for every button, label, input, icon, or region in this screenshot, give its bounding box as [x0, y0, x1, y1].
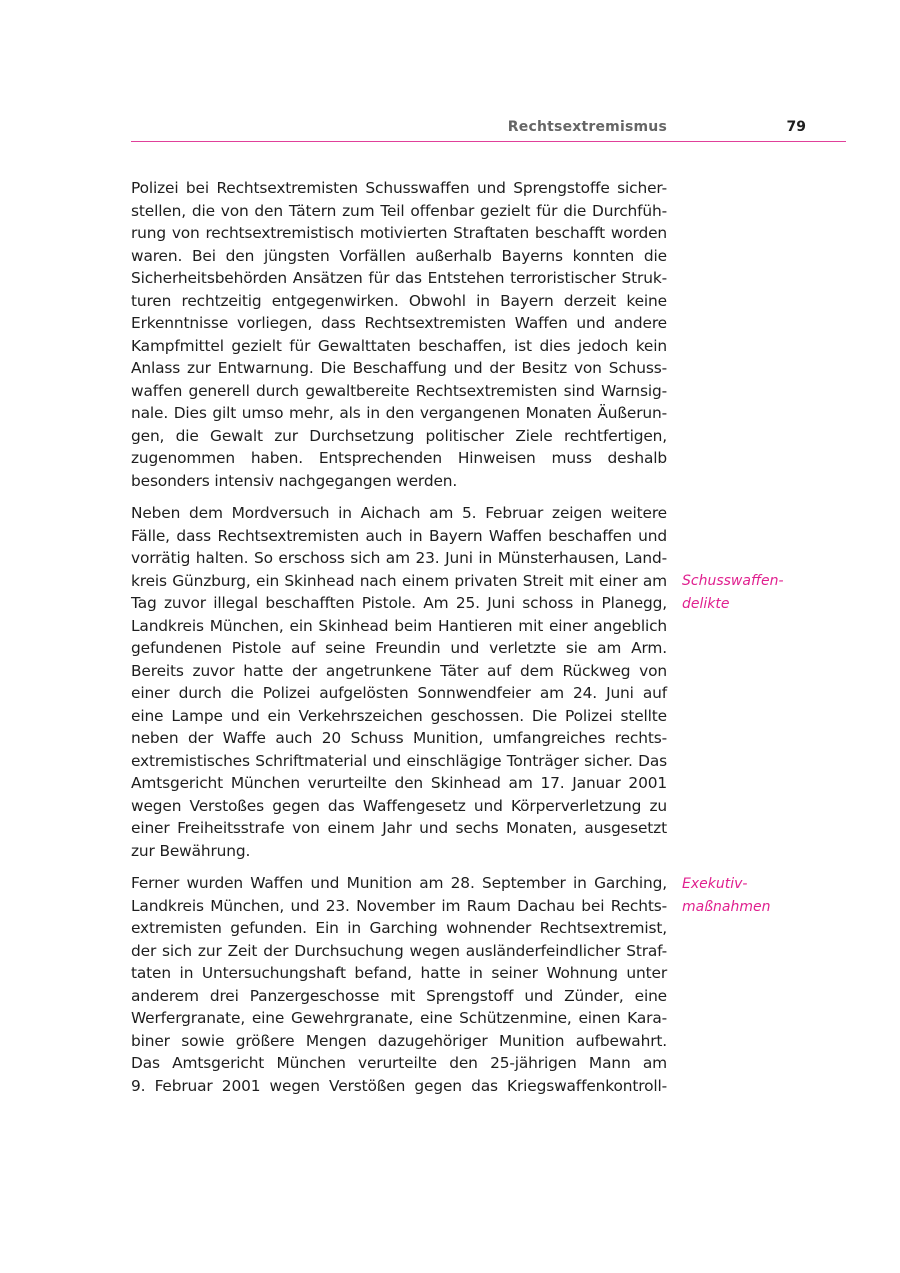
text-line: taten in Untersuchungshaft befand, hatte in seiner Wohnung unter [131, 964, 667, 982]
running-header-title: Rechtsextremismus [507, 119, 667, 135]
running-header [131, 117, 846, 142]
text-line: rung von rechtsextremistisch motivierten Straftaten beschafft worden [131, 224, 667, 242]
page-number: 79 [786, 119, 806, 135]
text-line: Landkreis München, ein Skinhead beim Hantieren mit einer angeblich [131, 616, 667, 635]
text-line: biner sowie größere Mengen dazugehöriger Munition aufbewahrt. [131, 1031, 667, 1050]
text-line: Landkreis München, und 23. November im Raum Dachau bei Rechts- [131, 896, 667, 915]
text-line: stellen, die von den Tätern zum Teil offenbar gezielt für die Durchfüh- [131, 201, 667, 220]
text-line: turen rechtzeitig entgegenwirken. Obwohl in Bayern derzeit keine [131, 291, 667, 310]
margin-note-schusswaffendelikte [682, 570, 784, 616]
text-line: Werfergranate, eine Gewehrgranate, eine Schützenmine, einen Kara- [131, 1009, 667, 1027]
text-line: vorrätig halten. So erschoss sich am 23. Juni in Münsterhausen, Land- [131, 549, 667, 567]
text-line: Tag zuvor illegal beschafften Pistole. Am 25. Juni schoss in Planegg, [131, 594, 667, 612]
margin-note-line: delikte [682, 596, 730, 612]
text-line: der sich zur Zeit der Durchsuchung wegen ausländerfeindlicher Straf- [131, 941, 667, 960]
text-line: Erkenntnisse vorliegen, dass Rechtsextremisten Waffen und andere [131, 314, 667, 332]
text-line: kreis Günzburg, ein Skinhead nach einem privaten Streit mit einer am [131, 571, 667, 590]
text-line: einer durch die Polizei aufgelösten Sonnwendfeier am 24. Juni auf [131, 684, 667, 702]
text-line: Polizei bei Rechtsextremisten Schusswaffen und Sprengstoffe sicher- [131, 179, 667, 197]
margin-note-exekutivmassnahmen [682, 873, 770, 919]
text-line: besonders intensiv nachgegangen werden. [131, 471, 458, 490]
text-line: zur Bewährung. [131, 841, 251, 860]
margin-note-line: Schusswaffen- [682, 573, 784, 589]
text-line: waren. Bei den jüngsten Vorfällen außerhalb Bayerns konnten die [131, 246, 667, 265]
text-line: extremistisches Schriftmaterial und einschlägige Tonträger sicher. Das [131, 751, 667, 770]
text-line: Sicherheitsbehörden Ansätzen für das Entstehen terroristischer Struk- [131, 269, 667, 287]
margin-note-line: maßnahmen [682, 899, 771, 915]
text-line: waffen generell durch gewaltbereite Rechtsextremisten sind Warnsig- [131, 381, 667, 400]
text-line: anderem drei Panzergeschosse mit Sprengstoff und Zünder, eine [131, 986, 667, 1005]
text-line: wegen Verstoßes gegen das Waffengesetz und Körperverletzung zu [131, 796, 667, 815]
text-line: Amtsgericht München verurteilte den Skinhead am 17. Januar 2001 [131, 774, 667, 792]
margin-note-line: Exekutiv- [682, 876, 748, 892]
text-line: eine Lampe und ein Verkehrszeichen geschossen. Die Polizei stellte [131, 706, 667, 725]
paragraph-2 [131, 502, 667, 862]
text-line: Neben dem Mordversuch in Aichach am 5. Februar zeigen weitere [131, 504, 667, 522]
text-line: Bereits zuvor hatte der angetrunkene Täter auf dem Rückweg von [131, 661, 667, 680]
paragraph-3 [131, 872, 667, 1097]
text-line: neben der Waffe auch 20 Schuss Munition, umfangreiches rechts- [131, 729, 667, 747]
text-line: zugenommen haben. Entsprechenden Hinweisen muss deshalb [131, 449, 667, 467]
text-line: Ferner wurden Waffen und Munition am 28. September in Garching, [131, 874, 667, 892]
body-text [131, 177, 667, 1107]
text-line: Anlass zur Entwarnung. Die Beschaffung und der Besitz von Schuss- [131, 359, 667, 377]
text-line: gen, die Gewalt zur Durchsetzung politischer Ziele rechtfertigen, [131, 426, 667, 445]
text-line: nale. Dies gilt umso mehr, als in den vergangenen Monaten Äußerun- [131, 404, 667, 422]
paragraph-1 [131, 177, 667, 492]
text-line: 9. Februar 2001 wegen Verstößen gegen das Kriegswaffenkontroll- [131, 1076, 667, 1095]
text-line: extremisten gefunden. Ein in Garching wohnender Rechtsextremist, [131, 919, 667, 937]
text-line: gefundenen Pistole auf seine Freundin und verletzte sie am Arm. [131, 639, 667, 657]
text-line: Das Amtsgericht München verurteilte den 25-jährigen Mann am [131, 1054, 667, 1072]
text-line: einer Freiheitsstrafe von einem Jahr und sechs Monaten, ausgesetzt [131, 819, 667, 837]
text-line: Fälle, dass Rechtsextremisten auch in Bayern Waffen beschaffen und [131, 526, 667, 545]
text-line: Kampfmittel gezielt für Gewalttaten beschaffen, ist dies jedoch kein [131, 336, 667, 355]
